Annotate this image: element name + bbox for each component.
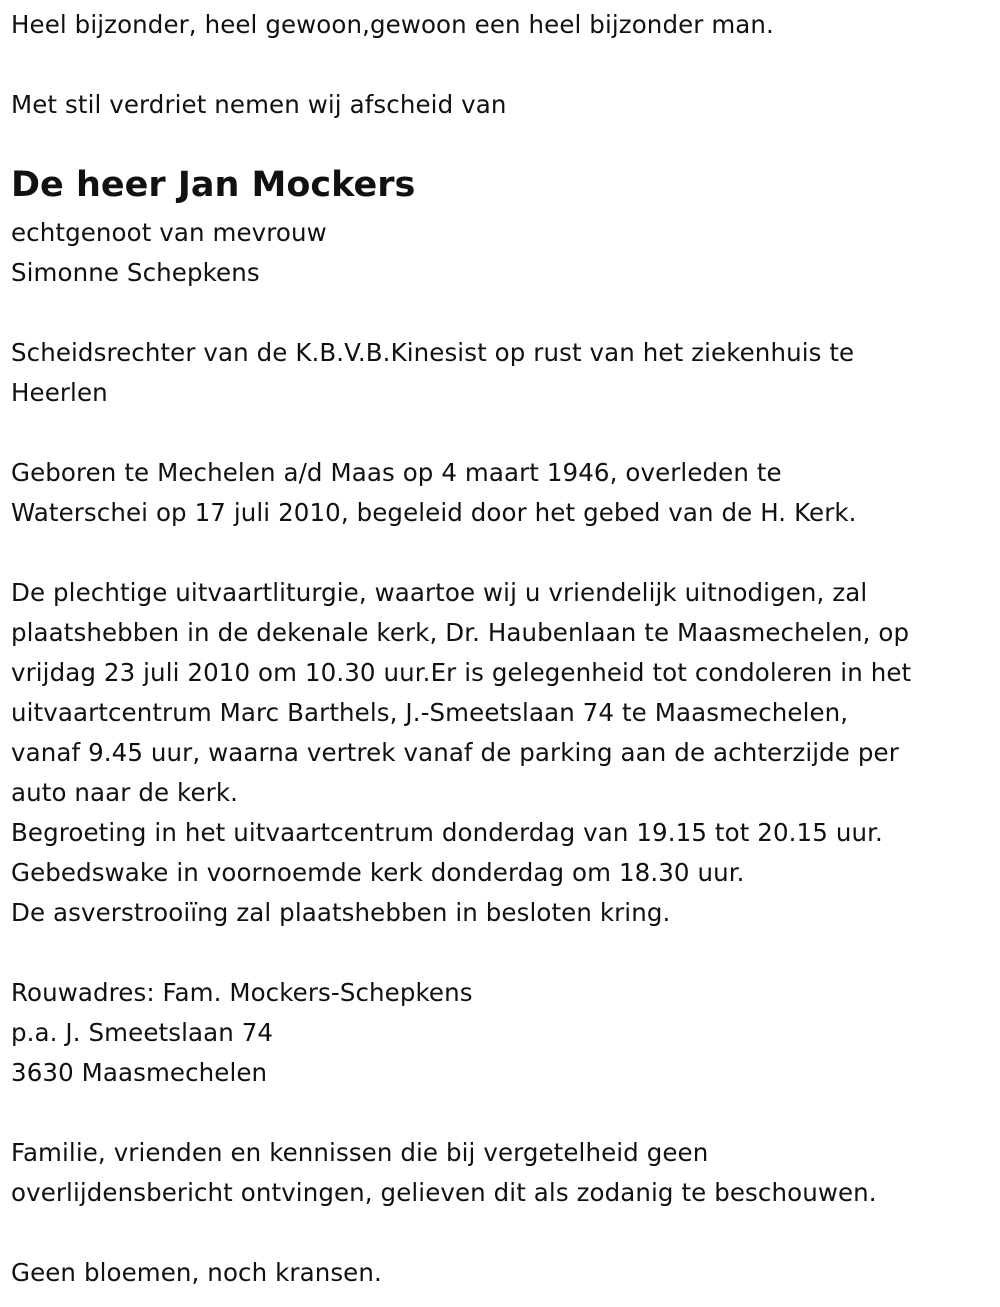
address-line-3: 3630 Maasmechelen bbox=[11, 1058, 268, 1087]
spouse-line-2: Simonne Schepkens bbox=[11, 258, 260, 287]
funeral-line-6: auto naar de kerk. bbox=[11, 778, 238, 807]
funeral-line-1: De plechtige uitvaartliturgie, waartoe wij u vriendelijk uitnodigen, zal bbox=[11, 578, 868, 607]
funeral-line-3: vrijdag 23 juli 2010 om 10.30 uur.Er is gelegenheid tot condoleren in het bbox=[11, 658, 912, 687]
address-line-1: Rouwadres: Fam. Mockers-Schepkens bbox=[11, 978, 473, 1007]
ash-scattering-line: De asverstrooiïng zal plaatshebben in besloten kring. bbox=[11, 898, 671, 927]
address-line-2: p.a. J. Smeetslaan 74 bbox=[11, 1018, 274, 1047]
notice-line-2: overlijdensbericht ontvingen, gelieven dit als zodanig te beschouwen. bbox=[11, 1178, 877, 1207]
birth-death-line-2: Waterschei op 17 juli 2010, begeleid door het gebed van de H. Kerk. bbox=[11, 498, 857, 527]
notice-line-1: Familie, vrienden en kennissen die bij vergetelheid geen bbox=[11, 1138, 709, 1167]
birth-death-line-1: Geboren te Mechelen a/d Maas op 4 maart 1946, overleden te bbox=[11, 458, 782, 487]
motto-text: Heel bijzonder, heel gewoon,gewoon een heel bijzonder man. bbox=[11, 10, 774, 39]
flowers-notice: Geen bloemen, noch kransen. bbox=[11, 1258, 382, 1287]
announcement-text: Met stil verdriet nemen wij afscheid van bbox=[11, 90, 507, 119]
spouse-line-1: echtgenoot van mevrouw bbox=[11, 218, 327, 247]
prayer-vigil-line: Gebedswake in voornoemde kerk donderdag om 18.30 uur. bbox=[11, 858, 745, 887]
profession-line-1: Scheidsrechter van de K.B.V.B.Kinesist op rust van het ziekenhuis te bbox=[11, 338, 855, 367]
funeral-line-5: vanaf 9.45 uur, waarna vertrek vanaf de parking aan de achterzijde per bbox=[11, 738, 899, 767]
deceased-name: De heer Jan Mockers bbox=[11, 165, 416, 205]
visitation-line: Begroeting in het uitvaartcentrum donderdag van 19.15 tot 20.15 uur. bbox=[11, 818, 883, 847]
funeral-line-2: plaatshebben in de dekenale kerk, Dr. Haubenlaan te Maasmechelen, op bbox=[11, 618, 910, 647]
profession-line-2: Heerlen bbox=[11, 378, 108, 407]
funeral-line-4: uitvaartcentrum Marc Barthels, J.-Smeetslaan 74 te Maasmechelen, bbox=[11, 698, 849, 727]
